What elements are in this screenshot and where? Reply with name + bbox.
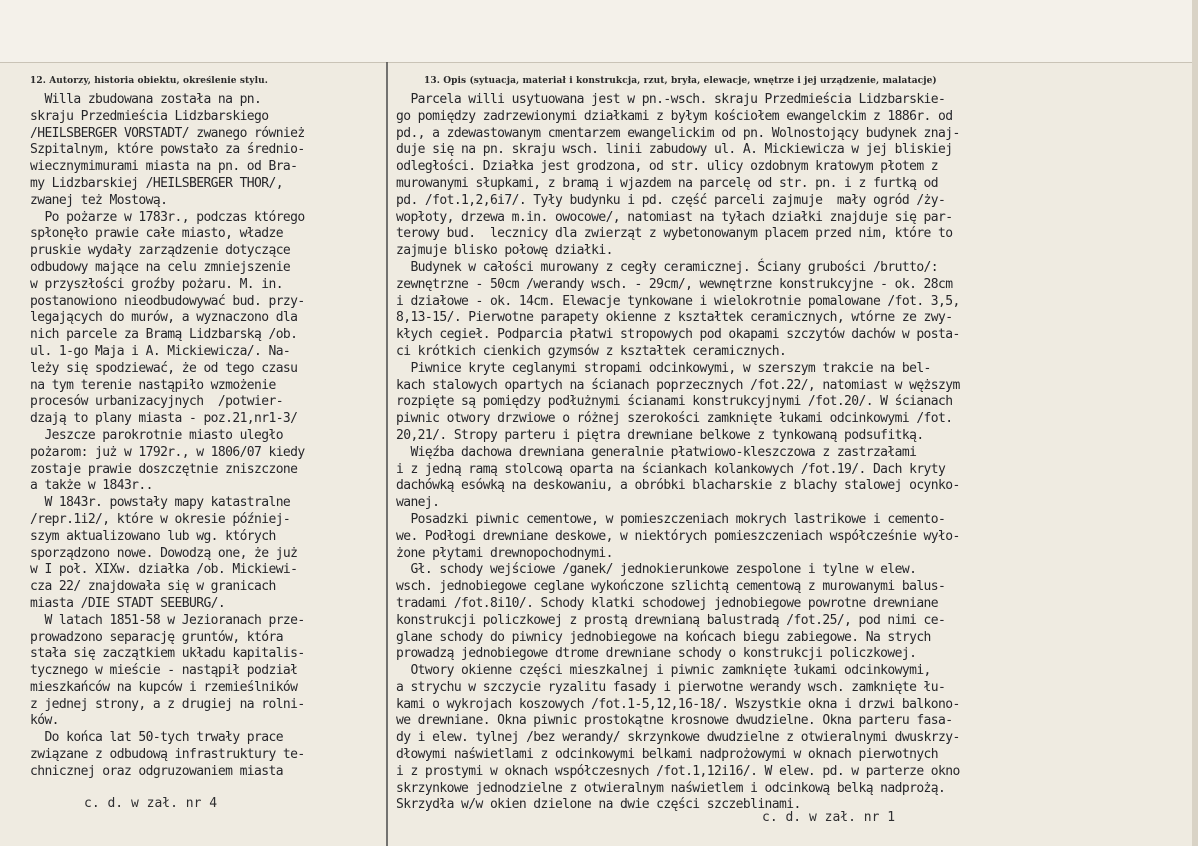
text-line: stała się zaczątkiem układu kapitalis- (30, 646, 305, 662)
text-line: Posadzki piwnic cementowe, w pomieszczeniach mokrych lastrikowe i cemento- (396, 511, 946, 527)
text-line: dłowymi naświetlami z odcinkowymi belkami nadprożowymi w oknach pierwotnych (396, 747, 939, 763)
text-line: Piwnice kryte ceglanymi stropami odcinkowymi, w szerszym trakcie na bel- (396, 360, 931, 376)
left-continuation-note: c. d. w zał. nr 4 (84, 796, 218, 811)
text-line: zewnętrzne - 50cm /werandy wsch. - 29cm/, wewnętrzne konstrukcyjne - ok. 28cm (396, 276, 953, 292)
column-divider (386, 62, 388, 846)
left-section-heading: 12. Autorzy, historia obiektu, określenie stylu. (30, 76, 269, 86)
text-line: glane schody do piwnicy jednobiegowe na końcach biegu zabiegowe. Na strych (396, 629, 931, 645)
text-line: wopłoty, drzewa m.in. owocowe/, natomiast na tyłach działki znajduje się par- (396, 209, 953, 225)
text-line: Szpitalnym, które powstało za średnio- (30, 142, 305, 158)
text-line: Willa zbudowana została na pn. (30, 92, 262, 107)
text-line: W latach 1851-58 w Jezioranach prze- (30, 612, 305, 628)
text-line: procesów urbanizacyjnych /potwier- (30, 394, 283, 410)
text-line: spłonęło prawie całe miasto, władze (30, 226, 283, 242)
text-line: postanowiono nieodbudowywać bud. przy- (30, 293, 305, 309)
page-top-margin (0, 0, 1198, 63)
text-line: we drewniane. Okna piwnic prostokątne krosnowe dwudzielne. Okna parteru fasa- (396, 713, 953, 729)
text-line: na tym terenie nastąpiło wzmożenie (30, 377, 276, 393)
text-line: skrzynkowe jednodzielne z otwieralnym naświetlem i odcinkową belką nadprożą. (396, 780, 946, 796)
text-line: odległości. Działka jest grodzona, od str. ulicy ozdobnym kratowym płotem z (396, 159, 939, 175)
text-line: odbudowy mające na celu zmniejszenie (30, 259, 291, 275)
text-line: ci krótkich cienkich gzymsów z kształtek ceramicznych. (396, 343, 787, 359)
text-line: ul. 1-go Maja i A. Mickiewicza/. Na- (30, 343, 291, 359)
text-line: i z prostymi w oknach współczesnych /fot.1,12i16/. W elew. pd. w parterze okno (396, 763, 960, 779)
text-line: my Lidzbarskiej /HEILSBERGER THOR/, (30, 175, 283, 191)
text-line: i działowe - ok. 14cm. Elewacje tynkowane i wielokrotnie pomalowane /fot. 3,5, (396, 293, 960, 309)
text-line: Parcela willi usytuowana jest w pn.-wsch. skraju Przedmieścia Lidzbarskie- (396, 92, 946, 107)
text-line: w przyszłości groźby pożaru. M. in. (30, 276, 283, 292)
text-line: konstrukcji policzkowej z prostą drewnianą balustradą /fot.25/, pod nimi ce- (396, 612, 946, 628)
text-line: Po pożarze w 1783r., podczas którego (30, 209, 305, 225)
text-line: piwnic otwory drzwiowe o różnej szerokości zamknięte łukami odcinkowymi /fot. (396, 411, 953, 427)
text-line: Gł. schody wejściowe /ganek/ jednokierunkowe zespolone i tylne w elew. (396, 562, 917, 578)
text-line: dachówką esówką na deskowaniu, a obróbki blacharskie z blachy stalowej ocynko- (396, 478, 960, 494)
text-line: duje się na pn. skraju wsch. linii zabudowy ul. A. Mickiewicza w jej bliskiej (396, 142, 953, 158)
text-line: Do końca lat 50-tych trwały prace (30, 730, 283, 746)
text-line: a strychu w szczycie ryzalitu fasady i pierwotne werandy wsch. zamknięte łu- (396, 679, 946, 695)
left-column-text (30, 92, 382, 781)
text-line: Skrzydła w/w okien dzielone na dwie części szczeblinami. (396, 797, 801, 813)
text-line: związane z odbudową infrastruktury te- (30, 747, 305, 763)
text-line: wsch. jednobiegowe ceglane wykończone szlichtą cementową z murowanymi balus- (396, 579, 946, 595)
text-line: mieszkańców na kupców i rzemieślników (30, 679, 298, 695)
text-line: pożarom: już w 1792r., w 1806/07 kiedy (30, 444, 305, 460)
text-line: /repr.1i2/, które w okresie później- (30, 511, 291, 527)
text-line: chnicznej oraz odgruzowaniem miasta (30, 763, 283, 779)
text-line: szym aktualizowano lub wg. których (30, 528, 276, 544)
text-line: Jeszcze parokrotnie miasto uległo (30, 427, 283, 443)
text-line: we. Podłogi drewniane deskowe, w niektórych pomieszczeniach współcześnie wyło- (396, 528, 960, 544)
text-line: tycznego w mieście - nastąpił podział (30, 663, 298, 679)
right-section-heading: 13. Opis (sytuacja, materiał i konstrukcja, rzut, bryła, elewacje, wnętrze i jej urządzenie, malatacje) (424, 76, 937, 86)
text-line: kach stalowych opartych na ścianach poprzecznych /fot.22/, natomiast w węższym (396, 377, 960, 393)
text-line: a także w 1843r.. (30, 478, 153, 494)
text-line: terowy bud. lecznicy dla zwierząt z wybetonowanym placem przed nim, które to (396, 226, 953, 242)
text-line: zajmuje blisko połowę działki. (396, 243, 613, 259)
text-line: pd. /fot.1,2,6i7/. Tyły budynku i pd. część parceli zajmuje mały ogród /ży- (396, 192, 946, 208)
text-line: Budynek w całości murowany z cegły ceramicznej. Ściany grubości /brutto/: (396, 259, 939, 275)
text-line: kłych cegieł. Podparcia płatwi stropowych pod okapami szczytów dachów w posta- (396, 327, 960, 343)
text-line: i z jedną ramą stolcową oparta na ściankach kolankowych /fot.19/. Dach kryty (396, 461, 946, 477)
text-line: prowadzono separację gruntów, która (30, 629, 283, 645)
text-line: ków. (30, 713, 59, 729)
text-line: skraju Przedmieścia Lidzbarskiego (30, 108, 269, 124)
text-line: legających do murów, a wyznaczono dla (30, 310, 298, 326)
text-line: leży się spodziewać, że od tego czasu (30, 360, 298, 376)
text-line: 8,13-15/. Pierwotne parapety okienne z kształtek ceramicznych, wtórne ze zwy- (396, 310, 953, 326)
text-line: dy i elew. tylnej /bez werandy/ skrzynkowe dwudzielne z otwieralnymi dwuskrzy- (396, 730, 960, 746)
right-continuation-note: c. d. w zał. nr 1 (762, 810, 896, 825)
text-line: sporządzono nowe. Dowodzą one, że już (30, 545, 298, 561)
text-line: Otwory okienne części mieszkalnej i piwnic zamknięte łukami odcinkowymi, (396, 663, 931, 679)
text-line: żone płytami drewnopochodnymi. (396, 545, 613, 561)
text-line: cza 22/ znajdowała się w granicach (30, 579, 276, 595)
right-column-text (396, 92, 1194, 814)
text-line: z jednej strony, a z drugiej na rolni- (30, 696, 305, 712)
text-line: Więźba dachowa drewniana generalnie płatwiowo-kleszczowa z zastrzałami (396, 444, 917, 460)
text-line: w I poł. XIXw. działka /ob. Mickiewi- (30, 562, 298, 578)
text-line: zostaje prawie doszczętnie zniszczone (30, 461, 298, 477)
text-line: tradami /fot.8i10/. Schody klatki schodowej jednobiegowe powrotne drewniane (396, 595, 939, 611)
text-line: kami o wykrojach koszowych /fot.1-5,12,16-18/. Wszystkie okna i drzwi balkono- (396, 696, 960, 712)
text-line: zwanej też Mostową. (30, 192, 168, 208)
text-line: rozpięte są pomiędzy podłużnymi ścianami konstrukcyjnymi /fot.20/. W ścianach (396, 394, 953, 410)
text-line: wiecznymimurami miasta na pn. od Bra- (30, 159, 298, 175)
text-line: go pomiędzy zadrzewionymi działkami z byłym kościołem ewangelckim z 1886r. od (396, 108, 953, 124)
text-line: W 1843r. powstały mapy katastralne (30, 495, 291, 511)
text-line: prowadzą jednobiegowe dtrome drewniane schody o konstrukcji policzkowej. (396, 646, 917, 662)
text-line: pruskie wydały zarządzenie dotyczące (30, 243, 291, 259)
text-line: wanej. (396, 495, 440, 511)
text-line: murowanymi słupkami, z bramą i wjazdem na parcelę od str. pn. i z furtką od (396, 175, 939, 191)
text-line: 20,21/. Stropy parteru i piętra drewniane belkowe z tynkowaną podsufitką. (396, 427, 924, 443)
text-line: pd., a zdewastowanym cmentarzem ewangelickim od pn. Wolnostojący budynek znaj- (396, 125, 960, 141)
text-line: nich parcele za Bramą Lidzbarską /ob. (30, 327, 298, 343)
text-line: /HEILSBERGER VORSTADT/ zwanego również (30, 125, 305, 141)
text-line: dzają to plany miasta - poz.21,nr1-3/ (30, 411, 298, 427)
text-line: miasta /DIE STADT SEEBURG/. (30, 595, 226, 611)
